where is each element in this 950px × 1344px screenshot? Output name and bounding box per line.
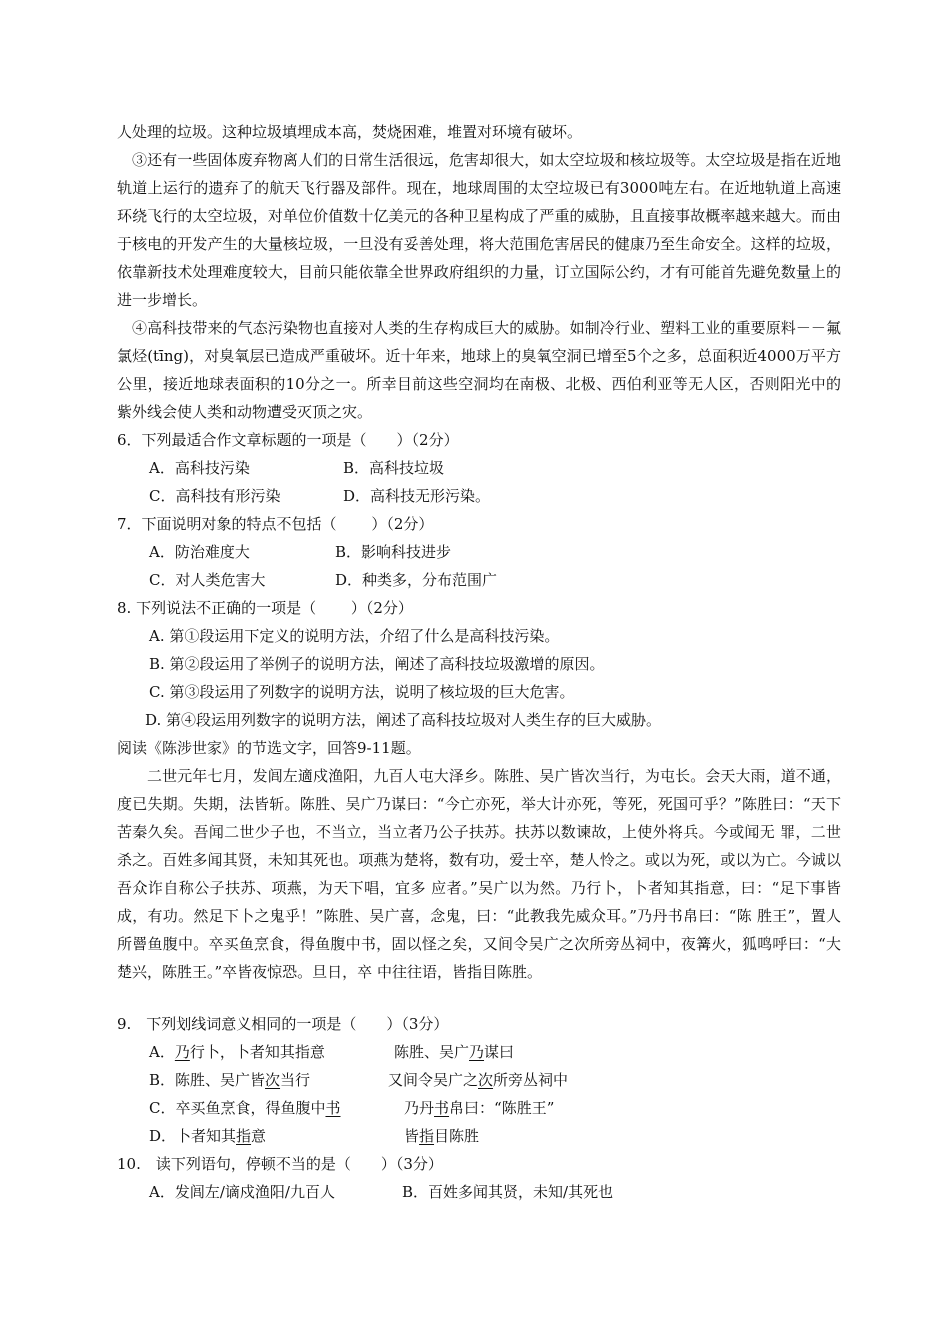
question-8-option-d: D. 第④段运用列数字的说明方法，阐述了高科技垃圾对人类生存的巨大威胁。 <box>145 711 662 729</box>
question-7-option-d: D．种类多，分布范围广 <box>335 571 498 589</box>
question-6-option-c: C．高科技有形污染 <box>149 487 281 505</box>
question-10-option-a: A．发闾左/谪戍渔阳/九百人 <box>149 1183 335 1201</box>
question-6-option-d: D．高科技无形污染。 <box>343 487 491 505</box>
question-9-option-b-right: 又间令吴广之次所旁丛祠中 <box>388 1071 569 1089</box>
underlined-word: 指 <box>419 1127 435 1145</box>
underlined-word: 次 <box>265 1071 281 1089</box>
question-9-option-b-left: B．陈胜、吴广皆次当行 <box>149 1071 311 1089</box>
question-9-option-d-right: 皆指目陈胜 <box>404 1127 480 1145</box>
question-9-option-c-left: C．卒买鱼烹食，得鱼腹中书 <box>149 1099 341 1117</box>
question-6-option-a: A．高科技污染 <box>149 459 250 477</box>
question-9-option-a-left: A．乃行卜，卜者知其指意 <box>149 1043 325 1061</box>
classical-chinese-passage: 二世元年七月，发闾左適戍渔阳，九百人屯大泽乡。陈胜、吴广皆次当行，为屯长。会天大雨，道不通，度已失期。失期，法皆斩。陈胜、吴广乃谋曰：“今亡亦死，举大计亦死，等死，死国可乎？”陈胜曰：“天下苦秦久矣。吾闻二世少子也，不当立，当立者乃公子扶苏。扶苏以数谏故，上使外将兵。今或闻无 罪，二世杀之。百姓多闻其贤，未知其死也。项燕为楚将，数有功，爱士卒，楚人怜之。或以为死，或以为亡。今诚以吾众诈自称公子扶苏、项燕，为天下唱，宜多 应者。”吴广以为然。乃行卜，卜者知其指意，曰：“足下事皆成，有功。然足下卜之鬼乎！”陈胜、吴广喜，念鬼，曰：“此教我先威众耳。”乃丹书帛曰：“陈 胜王”，置人所罾鱼腹中。卒买鱼烹食，得鱼腹中书，固以怪之矣，又间令吴广之次所旁丛祠中，夜篝火，狐鸣呼曰：“大楚兴，陈胜王。”卒皆夜惊恐。旦日，卒 中往往语，皆指目陈胜。 <box>117 767 841 981</box>
question-9-stem: 9. 下列划线词意义相同的一项是（ ）（3分） <box>117 1015 449 1033</box>
question-7-stem: 7．下面说明对象的特点不包括（ ）（2分） <box>117 515 434 533</box>
question-10-option-b: B．百姓多闻其贤，未知/其死也 <box>402 1183 614 1201</box>
underlined-word: 书 <box>325 1099 341 1117</box>
underlined-word: 乃 <box>469 1043 485 1061</box>
underlined-word: 次 <box>478 1071 494 1089</box>
reading-instruction: 阅读《陈涉世家》的节选文字，回答9-11题。 <box>117 739 421 757</box>
underlined-word: 乃 <box>174 1043 190 1061</box>
question-9-option-d-left: D．卜者知其指意 <box>149 1127 267 1145</box>
question-8-option-b: B. 第②段运用了举例子的说明方法，阐述了高科技垃圾激增的原因。 <box>149 655 605 673</box>
question-9-option-c-right: 乃丹书帛曰：“陈胜王” <box>404 1099 555 1117</box>
question-8-stem: 8. 下列说法不正确的一项是（ ）（2分） <box>117 599 413 617</box>
passage-continuation: 人处理的垃圾。这种垃圾填埋成本高，焚烧困难，堆置对环境有破坏。 <box>117 123 583 141</box>
question-10-stem: 10. 读下列语句，停顿不当的是（ ）（3分） <box>117 1155 443 1173</box>
question-6-stem: 6．下列最适合作文章标题的一项是（ ）（2分） <box>117 431 459 449</box>
passage-paragraph-3: ③还有一些固体废弃物离人们的日常生活很远，危害却很大，如太空垃圾和核垃圾等。太空垃圾是指在近地轨道上运行的遗弃了的航天飞行器及部件。现在，地球周围的太空垃圾已有3000吨左右。在近地轨道上高速环绕飞行的太空垃圾，对单位价值数十亿美元的各种卫星构成了严重的威胁，且直接事故概率越来越大。而由于核电的开发产生的大量核垃圾，一旦没有妥善处理，将大范围危害居民的健康乃至生命安全。这样的垃圾，依靠新技术处理难度较大，目前只能依靠全世界政府组织的力量，订立国际公约，才有可能首先避免数量上的进一步增长。 <box>117 151 841 309</box>
question-7-option-c: C．对人类危害大 <box>149 571 266 589</box>
question-6-option-b: B．高科技垃圾 <box>343 459 445 477</box>
underlined-word: 书 <box>434 1099 450 1117</box>
question-9-option-a-right: 陈胜、吴广乃谋曰 <box>394 1043 515 1061</box>
question-8-option-a: A. 第①段运用下定义的说明方法，介绍了什么是高科技污染。 <box>149 627 560 645</box>
passage-paragraph-4: ④高科技带来的气态污染物也直接对人类的生存构成巨大的威胁。如制冷行业、塑料工业的重要原料－－氟氯烃(tīng)，对臭氧层已造成严重破坏。近十年来，地球上的臭氧空洞已增至5个之多，总面积近4000万平方公里，接近地球表面积的10分之一。所幸目前这些空洞均在南极、北极、西伯利亚等无人区，否则阳光中的紫外线会使人类和动物遭受灭顶之灾。 <box>117 319 841 421</box>
question-7-option-a: A．防治难度大 <box>149 543 250 561</box>
question-7-option-b: B．影响科技进步 <box>335 543 452 561</box>
underlined-word: 指 <box>236 1127 252 1145</box>
question-8-option-c: C. 第③段运用了列数字的说明方法，说明了核垃圾的巨大危害。 <box>149 683 575 701</box>
